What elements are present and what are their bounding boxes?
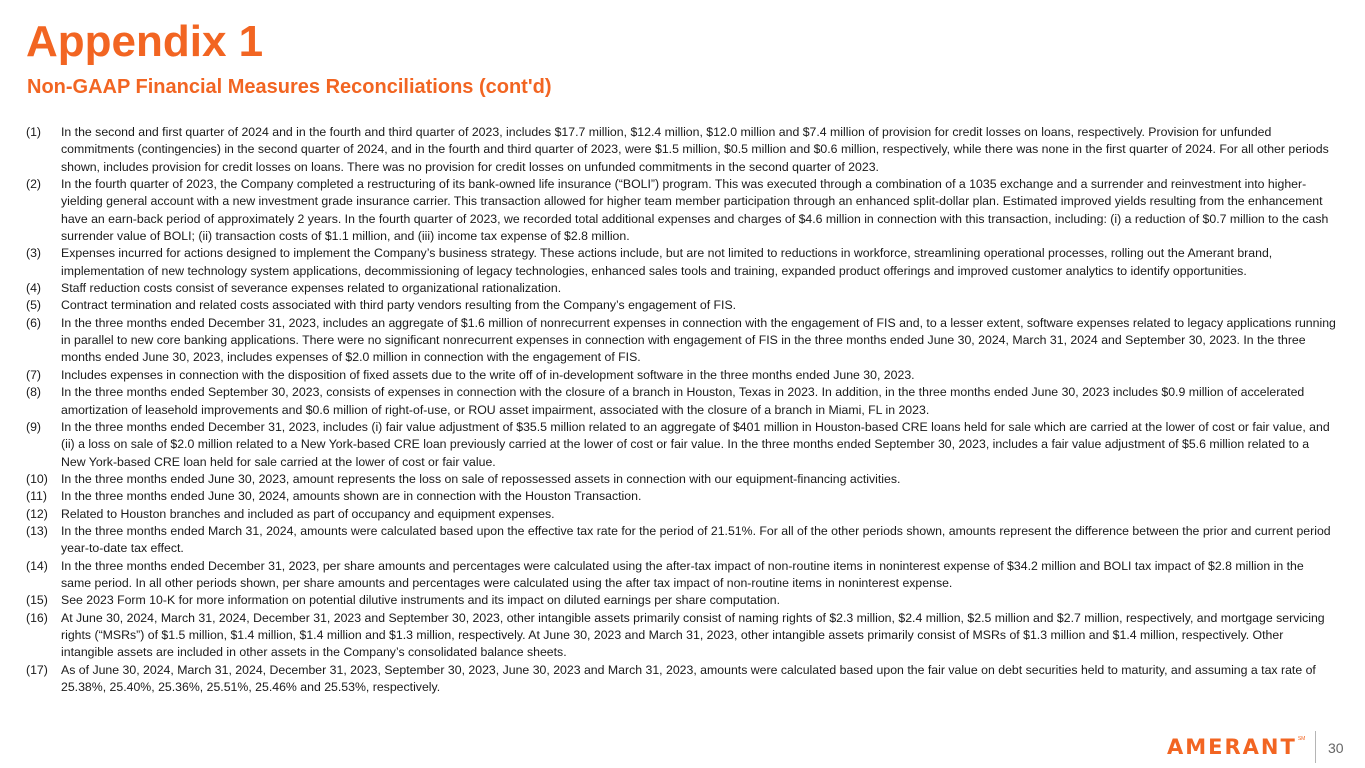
footnote-14: [26, 558, 1336, 593]
footnote-number: (12): [26, 506, 48, 521]
amerant-logo: [1167, 736, 1305, 758]
footnote-4: [26, 280, 1336, 297]
footnote-number: (14): [26, 558, 48, 573]
footnote-text: In the fourth quarter of 2023, the Company completed a restructuring of its bank-owned life insurance (“BOLI”) program. This was executed through a combination of a 1035 exchange and a surrender and reinvestment into higher-yielding general account with a new investment grade insurance carrier. This transaction allowed for higher team member participation through an enhanced split-dollar plan. Estimated improved yields resulting from the enhancement have an earn-back period of approximately 2 years. In the fourth quarter of 2023, we recorded total additional expenses and charges of $4.6 million in connection with this transaction, including: (i) a reduction of $0.7 million to the cash surrender value of BOLI; (ii) transaction costs of $1.1 million, and (iii) income tax expense of $2.8 million.: [61, 177, 1329, 244]
footnote-text: In the three months ended December 31, 2023, includes an aggregate of $1.6 million of nonrecurrent expenses in connection with the engagement of FIS and, to a lesser extent, software expenses related to legacy applications running in parallel to new core banking applications. There were no significant nonrecurrent expenses in connection with engagement of FIS in the three months ended June 30, 2024, March 31, 2024 and September 30, 2023. In the three months ended June 30, 2023, includes expenses of $2.0 million in connection with the engagement of FIS.: [61, 315, 1336, 365]
footnote-number: (15): [26, 593, 48, 608]
footnote-9: [26, 419, 1336, 471]
footnote-13: [26, 523, 1336, 558]
footnote-12: [26, 506, 1336, 523]
footnote-number: (11): [26, 489, 47, 504]
footnote-text: In the three months ended June 30, 2024, amounts shown are in connection with the Houston Transaction.: [61, 489, 642, 504]
footnote-text: In the three months ended March 31, 2024, amounts were calculated based upon the effective tax rate for the period of 21.51%. For all of the other periods shown, amounts represent the difference between the prior and current period year-to-date tax effect.: [61, 523, 1331, 556]
footnote-16: [26, 610, 1336, 662]
page-subtitle: Non-GAAP Financial Measures Reconciliations (cont'd): [27, 76, 552, 98]
logo-wordmark: AMERANT: [1167, 735, 1297, 759]
footnote-number: (8): [26, 385, 42, 400]
footnote-5: [26, 297, 1336, 314]
footnote-2: [26, 176, 1336, 245]
footnote-10: [26, 471, 1336, 488]
footnote-number: (2): [26, 177, 42, 192]
footnote-11: [26, 488, 1336, 505]
footnote-text: See 2023 Form 10-K for more information on potential dilutive instruments and its impact on diluted earnings per share computation.: [61, 593, 781, 608]
footnote-number: (7): [26, 367, 42, 382]
footnote-1: [26, 124, 1336, 176]
footnote-8: [26, 384, 1336, 419]
page-number: 30: [1328, 740, 1344, 756]
footnote-number: (4): [26, 281, 42, 296]
footnote-number: (1): [26, 125, 42, 139]
footnote-text: In the three months ended December 31, 2023, includes (i) fair value adjustment of $35.5 million related to an aggregate of $401 million in Houston-based CRE loans held for sale which are carried at the lower of cost or fair value, and (ii) a loss on sale of $2.0 million related to a New York-based CRE loan previously carried at the lower of cost or fair value. In the three months ended September 30, 2023, includes a fair value adjustment of $5.6 million related to a New York-based CRE loan held for sale carried at the lower of cost or fair value.: [61, 419, 1330, 469]
footer-divider: [1315, 731, 1316, 763]
footnote-6: [26, 315, 1336, 367]
footnote-number: (6): [26, 315, 42, 330]
footnote-text: In the three months ended December 31, 2023, per share amounts and percentages were calculated using the after-tax impact of non-routine items in noninterest expense of $34.2 million and BOLI tax impact of $2.8 million in the same period. In all other periods shown, per share amounts and percentages were calculated using the after tax impact of non-routine items in noninterest expense.: [61, 558, 1304, 590]
footnote-text: Staff reduction costs consist of severance expenses related to organizational rationalization.: [61, 281, 562, 296]
footnote-text: In the three months ended June 30, 2023, amount represents the loss on sale of repossessed assets in connection with our equipment-financing activities.: [61, 471, 901, 486]
footnote-number: (3): [26, 246, 42, 261]
footnote-text: Related to Houston branches and included as part of occupancy and equipment expenses.: [61, 506, 555, 521]
footnote-text: Expenses incurred for actions designed to implement the Company’s business strategy. These actions include, but are not limited to reductions in workforce, streamlining operational processes, rolling out the Amerant brand, implementation of new technology system applications, decommissioning of legacy technologies, enhanced sales tools and training, expanded product offerings and improved customer analytics to identify opportunities.: [61, 246, 1273, 278]
footnotes-list: [26, 124, 1336, 696]
footnote-number: (17): [26, 662, 48, 677]
footnote-17: [26, 662, 1336, 697]
page-title: Appendix 1: [26, 17, 264, 66]
footnote-text: As of June 30, 2024, March 31, 2024, December 31, 2023, September 30, 2023, June 30, 2023 and March 31, 2023, amounts were calculated based upon the fair value on debt securities held to maturity, and assuming a tax rate of 25.38%, 25.40%, 25.36%, 25.51%, 25.46% and 25.53%, respectively.: [61, 662, 1316, 694]
footnote-text: In the second and first quarter of 2024 and in the fourth and third quarter of 2023, includes $17.7 million, $12.4 million, $12.0 million and $7.4 million of provision for credit losses on loans, respectively. Provision for unfunded commitments (contingencies) in the second quarter of 2024, and in the fourth and third quarter of 2023, were $1.5 million, $0.5 million and $0.6 million, respectively, while there was none in the first quarter of 2024. For all other periods shown, includes provision for credit losses on loans. There was no provision for credit losses on unfunded commitments in the second quarter of 2023.: [61, 125, 1329, 174]
footnote-text: Includes expenses in connection with the disposition of fixed assets due to the write off of in-development software in the three months ended June 30, 2023.: [61, 367, 915, 382]
footnote-3: [26, 245, 1336, 280]
footnote-number: (10): [26, 471, 48, 486]
footnote-text: Contract termination and related costs associated with third party vendors resulting from the Company’s engagement of FIS.: [61, 298, 737, 313]
footnote-number: (16): [26, 610, 48, 625]
footnote-15: [26, 592, 1336, 609]
footnote-number: (13): [26, 523, 48, 538]
logo-service-mark: SM: [1297, 736, 1306, 742]
footnote-7: [26, 367, 1336, 384]
footnote-number: (9): [26, 419, 42, 434]
footnote-text: In the three months ended September 30, 2023, consists of expenses in connection with the closure of a branch in Houston, Texas in 2023. In addition, in the three months ended June 30, 2023 includes $0.9 million of accelerated amortization of leasehold improvements and $0.6 million of right-of-use, or ROU asset impairment, associated with the closure of a branch in Miami, FL in 2023.: [61, 385, 1305, 417]
footnote-number: (5): [26, 298, 42, 313]
footnote-text: At June 30, 2024, March 31, 2024, December 31, 2023 and September 30, 2023, other intangible assets primarily consist of naming rights of $2.3 million, $2.4 million, $2.5 million and $2.7 million, respectively, and mortgage servicing rights (“MSRs”) of $1.5 million, $1.4 million, $1.4 million and $1.3 million, respectively. At June 30, 2023 and March 31, 2023, other intangible assets primarily consist of MSRs of $1.3 million and $1.4 million, respectively. Other intangible assets are included in other assets in the Company’s consolidated balance sheets.: [61, 610, 1325, 660]
